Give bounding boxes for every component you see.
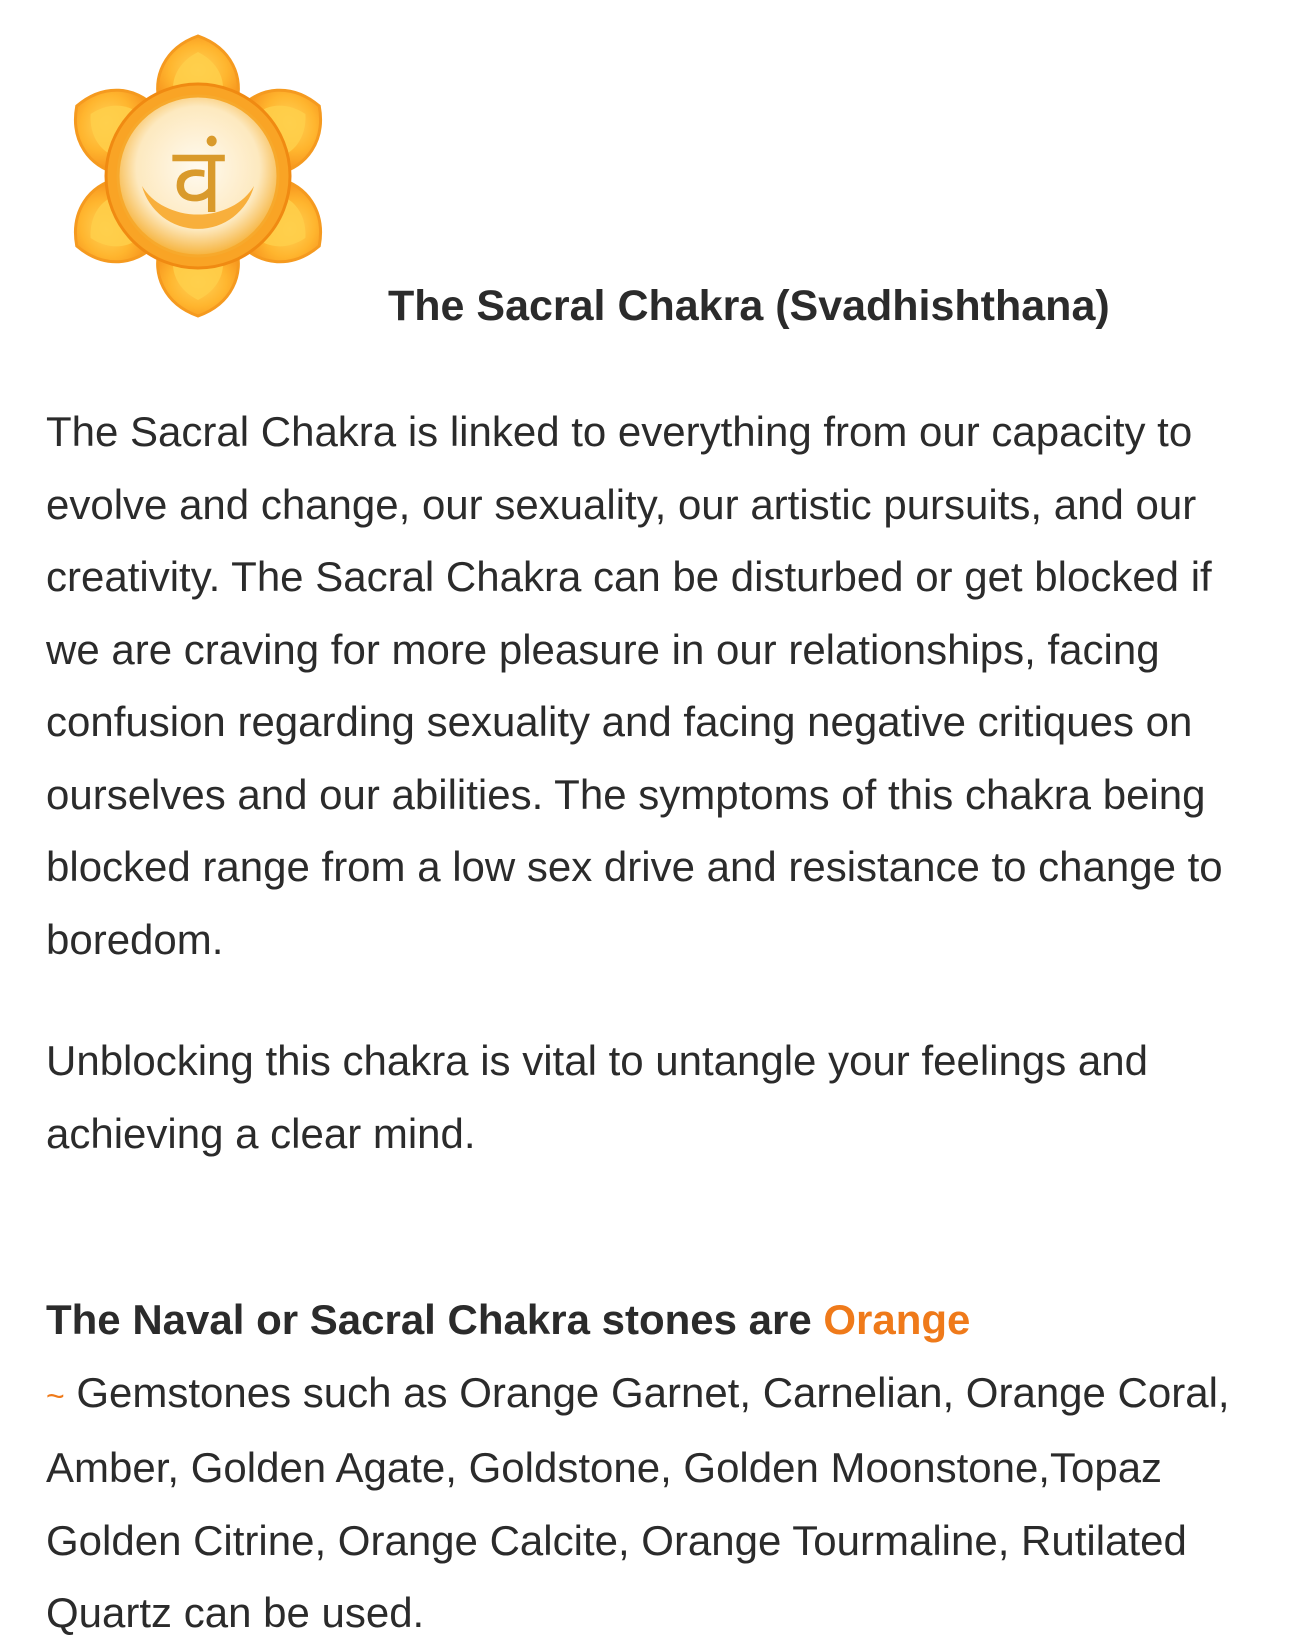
stones-list: Gemstones such as Orange Garnet, Carnelian, Orange Coral, Amber, Golden Agate, Goldstone, Golden Moonstone,Topaz Golden Citrine, Orange Calcite, Orange Tourmaline, Rutilated Quartz can be used. (46, 1368, 1230, 1636)
stones-section (46, 1284, 1246, 1650)
stones-color-word: Orange (823, 1296, 971, 1343)
paragraph-unblocking: Unblocking this chakra is vital to untangle your feelings and achieving a clear mind. (46, 1037, 1148, 1157)
page-title: The Sacral Chakra (Svadhishthana) (388, 282, 1110, 330)
paragraph-description: The Sacral Chakra is linked to everything from our capacity to evolve and change, our sexuality, our artistic pursuits, and our creativity. The Sacral Chakra can be disturbed or get blocked if we are craving for more pleasure in our relationships, facing confusion regarding sexuality and facing negative critiques on ourselves and our abilities. The symptoms of this chakra being blocked range from a low sex drive and resistance to change to boredom. (46, 408, 1223, 963)
chakra-glyph: वं (172, 127, 224, 234)
stones-heading: The Naval or Sacral Chakra stones are (46, 1296, 824, 1343)
sacral-chakra-lotus-icon (50, 30, 346, 322)
tilde-mark: ~ (46, 1377, 65, 1414)
